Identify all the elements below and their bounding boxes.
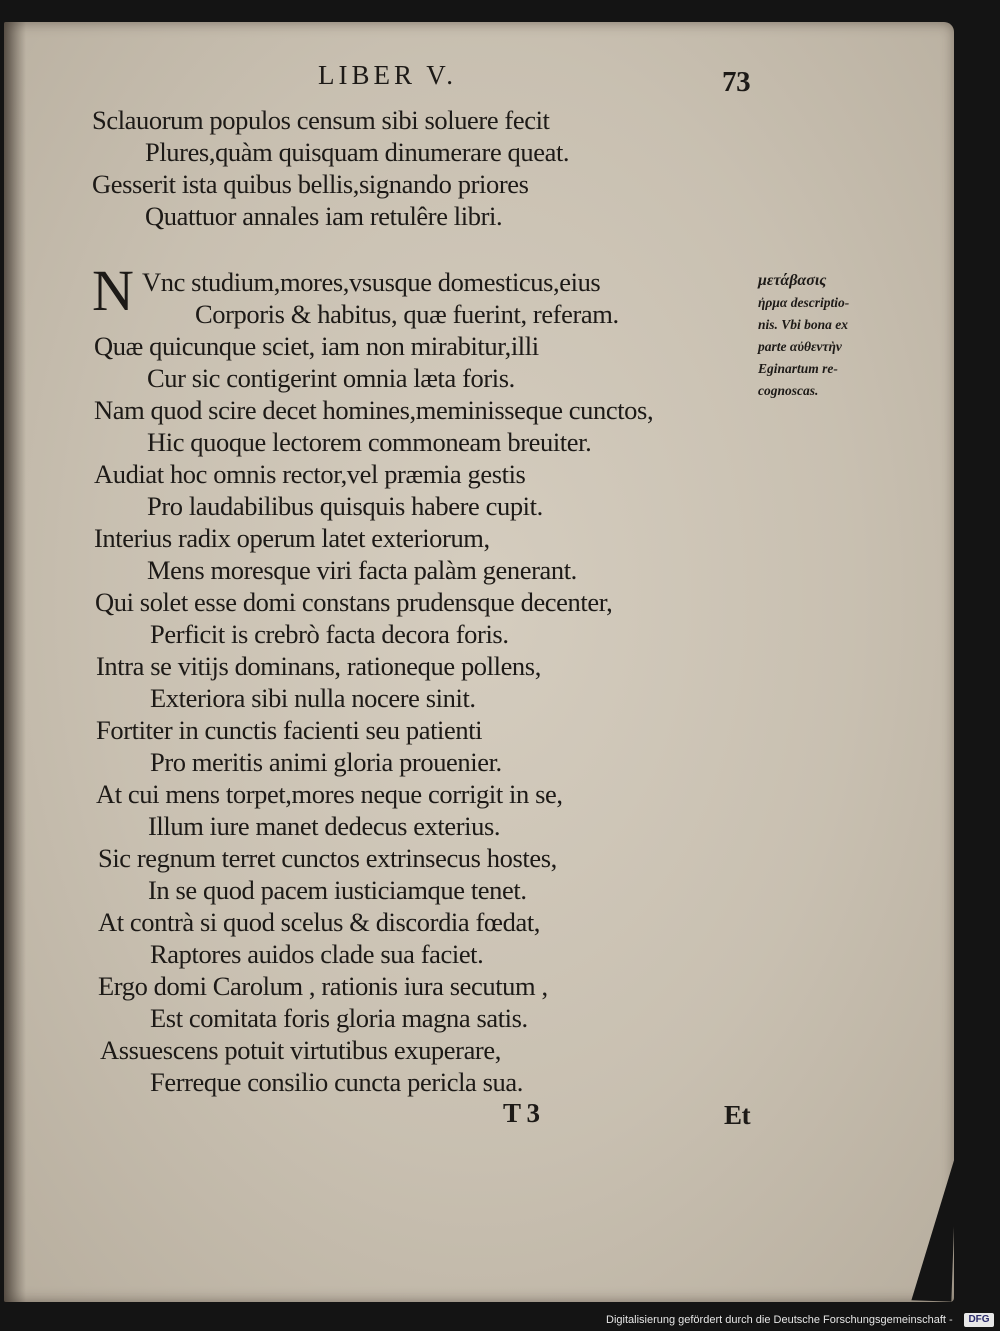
verse-line: Quattuor annales iam retulêre libri. [145, 201, 503, 231]
margin-note [758, 270, 918, 402]
verse-line: Pro meritis animi gloria prouenier. [150, 747, 502, 777]
catchword: Et [724, 1100, 751, 1130]
drop-cap: N [92, 258, 134, 323]
verse-line: Fortiter in cunctis facienti seu patienti [96, 715, 483, 745]
verse-line: Raptores auidos clade sua faciet. [150, 939, 484, 969]
verse-line: Exteriora sibi nulla nocere sinit. [150, 683, 476, 713]
verse-line: Sclauorum populos censum sibi soluere fecit [92, 105, 550, 135]
margin-note-line: parte αὐθεντὴν [758, 339, 842, 354]
verse-line: At contrà si quod scelus & discordia fœdat, [98, 907, 541, 937]
verse-line: Interius radix operum latet exteriorum, [94, 523, 490, 553]
margin-note-line: nis. Vbi bona ex [758, 317, 849, 332]
verse-line: Gesserit ista quibus bellis,signando priores [92, 169, 529, 199]
running-title: LIBER V. [318, 60, 458, 90]
margin-note-line: Eginartum re- [758, 361, 838, 376]
verse-line: In se quod pacem iusticiamque tenet. [148, 875, 527, 905]
signature-mark: T 3 [503, 1098, 540, 1128]
verse-line: Cur sic contigerint omnia læta foris. [147, 363, 515, 393]
verse-line: Assuescens potuit virtutibus exuperare, [100, 1035, 501, 1065]
verse-line: Ferreque consilio cuncta pericla sua. [150, 1067, 523, 1097]
verse-line: Quæ quicunque sciet, iam non mirabitur,illi [94, 331, 539, 361]
verse-line: Corporis & habitus, quæ fuerint, referam. [195, 299, 619, 329]
verse-line: Nam quod scire decet homines,meminisseque cunctos, [94, 395, 654, 425]
verse-line: Ergo domi Carolum , rationis iura secutum , [98, 971, 548, 1001]
verse-line: Intra se vitijs dominans, rationeque pollens, [96, 651, 541, 681]
margin-note-greek: μετάβασις [758, 272, 827, 289]
margin-note-line: ἠρμα descriptio- [758, 295, 850, 310]
margin-note-line: cognoscas. [758, 383, 819, 398]
digitization-credit: Digitalisierung gefördert durch die Deutsche Forschungsgemeinschaft - [606, 1314, 953, 1326]
verse-line: Pro laudabilibus quisquis habere cupit. [147, 491, 543, 521]
verse-line: At cui mens torpet,mores neque corrigit in se, [96, 779, 563, 809]
verse-line: Vnc studium,mores,vsusque domesticus,eius [142, 267, 601, 297]
verse-line: Hic quoque lectorem commoneam breuiter. [147, 427, 592, 457]
verse-line: Mens moresque viri facta palàm generant. [147, 555, 577, 585]
verse-line: Est comitata foris gloria magna satis. [150, 1003, 528, 1033]
verse-line: Perficit is crebrò facta decora foris. [150, 619, 509, 649]
dfg-logo[interactable]: DFG [964, 1313, 994, 1327]
verse-line: Qui solet esse domi constans prudensque decenter, [95, 587, 613, 617]
verse-line: Illum iure manet dedecus exterius. [148, 811, 501, 841]
verse-line: Sic regnum terret cunctos extrinsecus hostes, [98, 843, 557, 873]
verse-line: Audiat hoc omnis rector,vel præmia gestis [94, 459, 526, 489]
page-number: 73 [722, 66, 751, 98]
verse-line: Plures,quàm quisquam dinumerare queat. [145, 137, 570, 167]
